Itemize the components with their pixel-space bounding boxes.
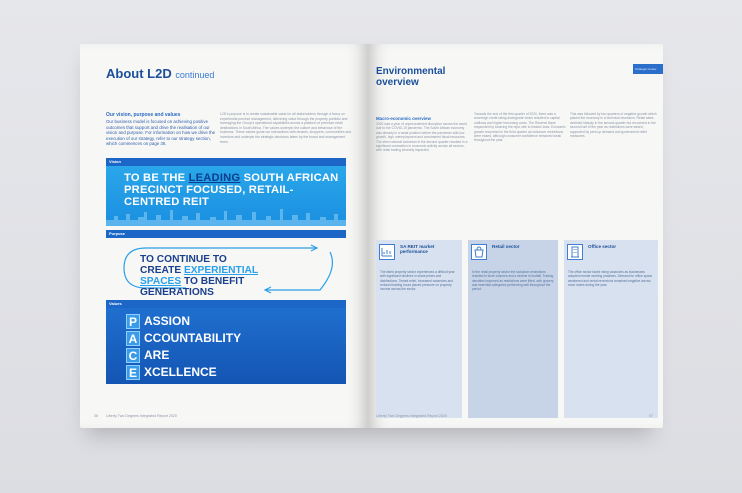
card-retail-body: In the retail property sector the lockdown restrictions resulted in store closures and a decline in footfall. Trading densities improved as restrictions were lifted, with grocery and essential categories performing well throughout the period. [472,270,554,292]
pace-letter-a: A [126,331,140,346]
vision-post: SOUTH AFRICAN PRECINCT FOCUSED, RETAIL-CENTRED REIT [124,172,339,208]
footer-left: Liberty Two Degrees Integrated Report 2020 [106,414,177,418]
vision-label: Vision [109,159,121,164]
title-line-2: overview [376,77,419,88]
card-office-body: The office sector faced rising vacancies as businesses adopted remote working practices. Demand for office space weakened and rental reversions remained negative across most nodes during the year. [568,270,653,287]
card-retail-sector [468,240,558,418]
page-title-continued: continued [175,70,215,80]
card-office-sector [564,240,658,418]
purpose-line-3 [140,276,340,287]
shopping-bag-icon [471,244,487,260]
page-title [106,66,214,81]
title-line-1: Environmental [376,66,446,77]
purpose-highlight-spaces: SPACES [140,276,182,287]
pace-acronym-column [126,314,140,382]
office-building-icon [567,244,583,260]
purpose-line-1: TO CONTINUE TO [140,254,227,265]
purpose-line-3-post: TO BENEFIT [181,276,245,287]
card-reit-body: The listed property sector experienced a difficult year with significant declines in share prices and distributions. Tenant relief, increased vacancies and reduced trading hours placed pressure on property income across the sector. [380,270,455,292]
page-title-main: About L2D [106,66,172,81]
purpose-statement [140,254,340,298]
value-passion: ASSION [144,314,191,328]
page-number-right: 07 [649,414,653,418]
section-tab-label: Strategic review [635,67,657,71]
values-label: Values [109,301,122,306]
vision-statement [124,172,339,208]
vision-band [106,158,346,166]
left-page [80,44,368,428]
vision-highlight: LEADING [188,172,241,184]
value-accountability: CCOUNTABILITY [144,331,242,345]
page-number-left: 06 [94,414,98,418]
pace-letter-c: C [126,348,140,363]
text-column-2: Towards the end of the first quarter of 2020, there was a sovereign credit rating downgrade which resulted in capital outflows and higher borrowing costs. The Reserve Bank responded by lowering the repo rate to historic lows. Economic growth recovered in the third quarter as lockdown restrictions were eased, although consumer confidence remained weak throughout the year. [474,112,566,143]
purpose-band [106,230,346,238]
vision-pre: TO BE THE [124,172,189,184]
card-retail-heading: Retail sector [492,244,520,249]
purpose-label: Purpose [109,231,126,236]
values-band [106,300,346,308]
text-column-1: 2020 was a year of unprecedented disruption across the world due to the COVID-19 pandemic. The South African economy was already in a weak position before the pandemic with low growth, high unemployment and constrained fiscal resources. The strict national lockdown in the second quarter resulted in a significant contraction in economic activity across all sectors, with retail trading severely impacted. [376,122,468,153]
section-tab [633,64,663,74]
city-skyline-graphic [106,206,346,226]
purpose-line-2 [140,265,340,276]
value-care: ARE [144,348,170,362]
values-panel [106,308,346,384]
purpose-highlight-experiential: EXPERIENTIAL [183,265,259,276]
pace-letter-e: E [126,365,140,380]
footer-right: Liberty Two Degrees Integrated Report 2020 [376,414,447,418]
macro-economic-heading: Macro-economic overview [376,116,431,121]
body-column: L2D's purpose is to create sustainable value for all stakeholders through a focus on experiential precinct management, delivering value through the property portfolio and leveraging the Group's operational capabilities across a platform of premium retail destinations in South Africa. The values underpin the culture and behaviour of the business. These values guide our interactions with tenants, shoppers, communities and investors and underpin the strategic decisions taken by the board and management team. [220,112,352,144]
intro-text: Our business model is focused on achieving positive outcomes that support and drive the realisation of our vision and purpose. For information on how we drive the execution of our strategy, refer to our strategy section, which commences on page 36. [106,119,216,147]
card-reit-heading: SA REIT market performance [400,244,435,254]
text-column-3: This was followed by two quarters of negative growth which placed the economy in a technical recession. Retail sales declined sharply in the second quarter but recovered in the second half of the year as restrictions were eased, supported by pent-up demand and government relief measures. [570,112,657,139]
purpose-line-2-pre: CREATE [140,265,184,276]
card-office-heading: Office sector [588,244,617,249]
card-reit-market [376,240,462,418]
right-page [368,44,663,428]
chart-icon [379,244,395,260]
pace-letter-p: P [126,314,140,329]
vision-panel [106,166,346,226]
value-excellence: XCELLENCE [144,365,217,379]
purpose-panel [106,238,346,298]
environmental-overview-title [376,66,445,88]
intro-heading: Our vision, purpose and values [106,112,181,118]
purpose-line-4: GENERATIONS [140,287,214,298]
